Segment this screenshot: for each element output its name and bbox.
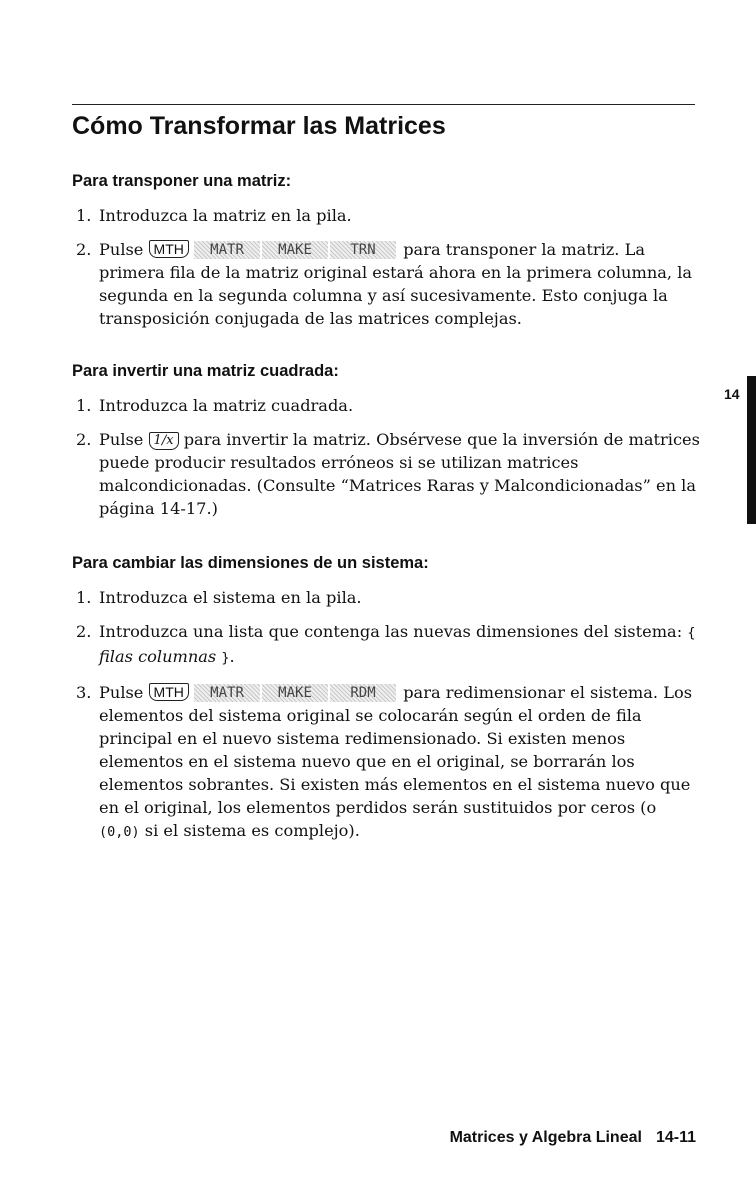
step-text: Introduzca la matriz cuadrada. xyxy=(99,396,354,415)
list-item xyxy=(72,204,702,227)
complex-zero: (0,0) xyxy=(99,824,140,840)
list-item xyxy=(72,620,702,670)
reciprocal-key: 1/x xyxy=(149,432,179,450)
step-text: Introduzca el sistema en la pila. xyxy=(99,588,362,607)
step-text: Pulse xyxy=(99,430,144,449)
page-number: 14-11 xyxy=(655,1129,696,1146)
footer-chapter: Matrices y Algebra Lineal xyxy=(449,1129,642,1146)
step-text: Introduzca una lista que contenga las nuevas dimensiones del sistema: xyxy=(99,622,683,641)
step-number: 2. xyxy=(76,622,92,641)
step-text: Introduzca la matriz en la pila. xyxy=(99,206,352,225)
header-rule xyxy=(72,104,695,105)
step-list xyxy=(72,586,702,844)
list-item xyxy=(72,681,702,844)
step-number: 2. xyxy=(76,430,92,449)
list-item xyxy=(72,586,702,609)
step-number: 2. xyxy=(76,240,92,259)
make-softkey: MAKE xyxy=(262,241,328,259)
step-text: para invertir la matriz. Obsérvese que la inversión de matrices puede producir resultados erróneos si se utilizan matrices malcondicionadas. (Consulte “Matrices Raras y Malcondicionadas” en la página 14-17.) xyxy=(99,430,700,518)
step-text: Pulse xyxy=(99,683,144,702)
list-contents: filas columnas xyxy=(99,647,217,666)
list-item xyxy=(72,238,702,330)
section-invert xyxy=(72,362,702,531)
list-open-brace: { xyxy=(687,625,696,641)
mth-key: MTH xyxy=(149,240,189,258)
step-list xyxy=(72,394,702,520)
step-text: si el sistema es complejo). xyxy=(144,821,360,840)
chapter-tab-label: 14 xyxy=(724,386,740,402)
step-list xyxy=(72,204,702,330)
matr-softkey: MATR xyxy=(194,241,260,259)
list-item xyxy=(72,428,702,520)
step-number: 3. xyxy=(76,683,92,702)
section-heading: Para transponer una matriz: xyxy=(72,172,292,190)
chapter-tab-bar xyxy=(747,376,756,524)
page-footer xyxy=(450,1129,696,1147)
trn-softkey: TRN xyxy=(330,241,396,259)
page-title: Cómo Transformar las Matrices xyxy=(72,112,446,140)
step-number: 1. xyxy=(76,396,92,415)
section-transpose xyxy=(72,172,702,341)
step-text: Pulse xyxy=(99,240,144,259)
step-text: . xyxy=(229,647,235,666)
step-number: 1. xyxy=(76,588,92,607)
rdm-softkey: RDM xyxy=(330,684,396,702)
step-text: para redimensionar el sistema. Los elementos del sistema original se colocarán según el orden de fila principal en el nuevo sistema redimensionado. Si existen menos elementos en el sistema nuevo que en el original, se borrarán los elementos sobrantes. Si existen más elementos en el sistema nuevo que en el original, los elementos perdidos serán sustituidos por ceros (o xyxy=(99,683,693,817)
list-close-brace: } xyxy=(221,650,230,666)
matr-softkey: MATR xyxy=(194,684,260,702)
mth-key: MTH xyxy=(149,683,189,701)
list-item xyxy=(72,394,702,417)
step-number: 1. xyxy=(76,206,92,225)
section-heading: Para invertir una matriz cuadrada: xyxy=(72,362,339,380)
section-redimension xyxy=(72,554,702,855)
section-heading: Para cambiar las dimensiones de un sistema: xyxy=(72,554,429,572)
make-softkey: MAKE xyxy=(262,684,328,702)
step-text: para transponer la matriz. La primera fila de la matriz original estará ahora en la primera columna, la segunda en la segunda columna y así sucesivamente. Esto conjuga la transposición conjugada de las matrices complejas. xyxy=(99,240,693,328)
